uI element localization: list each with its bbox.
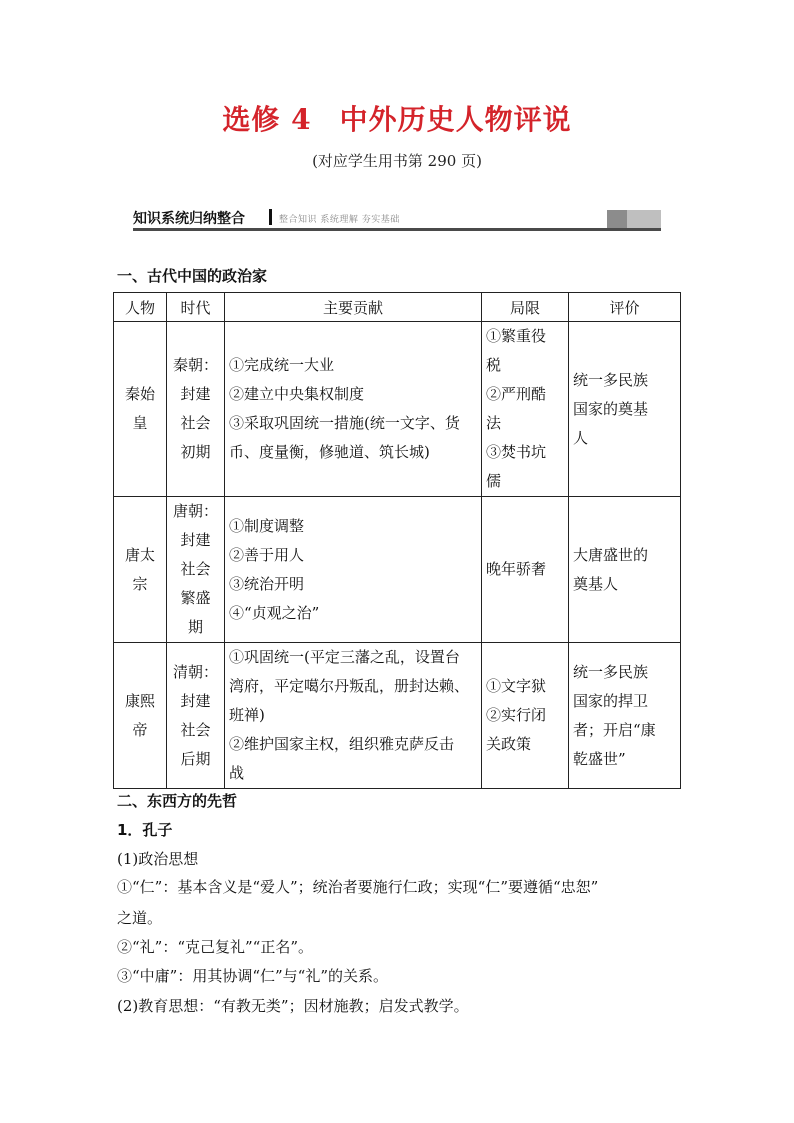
evaluation-line: 者；开启“康 (573, 720, 656, 739)
era-line: 封建 (180, 531, 211, 549)
contribution-line: 战 (229, 764, 245, 782)
limitation-cell (482, 643, 569, 789)
contribution-line: ①完成统一大业 (229, 356, 335, 374)
person-line: 唐太 (124, 545, 155, 564)
person-line: 帝 (132, 720, 148, 739)
era-line: 社会 (180, 560, 211, 578)
limitation-line: ②实行闭 (486, 706, 547, 724)
limitation-line: ②严刑酷 (486, 385, 547, 403)
limitation-line: 晚年骄奢 (486, 560, 547, 578)
contribution-cell (225, 643, 482, 789)
evaluation-line: 人 (573, 428, 589, 447)
contribution-line: ③统治开明 (229, 574, 305, 593)
header-contribution: 主要贡献 (225, 293, 482, 322)
limitation-line: ①文字狱 (486, 677, 547, 695)
banner-block-light (627, 210, 661, 228)
ren-line: 之道。 (117, 909, 163, 927)
title-prefix: 选修 4 (222, 103, 312, 136)
table-row (114, 322, 681, 497)
ren-paragraph (117, 872, 687, 934)
evaluation-line: 国家的捍卫 (573, 691, 649, 710)
contribution-line: 班禅) (229, 706, 265, 724)
section-banner-rule (133, 228, 661, 231)
banner-block-dark (607, 210, 627, 228)
person-line: 皇 (132, 414, 148, 432)
section1-heading: 一、古代中国的政治家 (117, 267, 268, 285)
limitation-cell (482, 497, 569, 643)
table-header-row (114, 293, 681, 322)
contribution-line: ②维护国家主权，组织雅克萨反击 (229, 735, 455, 753)
person-cell (114, 322, 167, 497)
evaluation-line: 乾盛世” (573, 749, 626, 768)
confucius-heading: 1．孔子 (117, 821, 173, 839)
section-banner-divider (269, 209, 272, 225)
limitation-line: 法 (486, 414, 502, 432)
contribution-line: ②建立中央集权制度 (229, 385, 365, 403)
section-banner (133, 208, 661, 230)
evaluation-line: 统一多民族 (573, 662, 649, 681)
section-banner-subtitle: 整合知识 系统理解 夯实基础 (279, 215, 400, 225)
contribution-line: 湾府，平定噶尔丹叛乱，册封达赖、 (229, 677, 470, 695)
contribution-cell (225, 322, 482, 497)
header-limitation: 局限 (482, 293, 569, 322)
era-cell (167, 497, 225, 643)
political-thought-heading: (1)政治思想 (117, 850, 199, 868)
person-line: 康熙 (124, 691, 155, 710)
li-paragraph: ②“礼”：“克己复礼”“正名”。 (117, 938, 314, 956)
era-line: 唐朝： (172, 502, 218, 520)
era-line: 社会 (180, 414, 211, 432)
era-line: 清朝： (172, 662, 218, 681)
era-line: 初期 (180, 443, 211, 461)
header-evaluation: 评价 (569, 293, 681, 322)
evaluation-cell (569, 643, 681, 789)
person-cell (114, 643, 167, 789)
limitation-line: 税 (486, 356, 502, 374)
evaluation-cell (569, 322, 681, 497)
zhongyong-paragraph: ③“中庸”：用其协调“仁”与“礼”的关系。 (117, 967, 389, 985)
title-main: 中外历史人物评说 (339, 103, 572, 136)
evaluation-line: 国家的奠基 (573, 399, 649, 418)
era-line: 繁盛 (180, 589, 211, 607)
limitation-cell (482, 322, 569, 497)
era-line: 期 (187, 618, 203, 636)
ren-line: ①“仁”：基本含义是“爱人”；统治者要施行仁政；实现“仁”要遵循“忠恕” (117, 878, 599, 896)
table-row (114, 643, 681, 789)
table-row (114, 497, 681, 643)
contribution-line: 币、度量衡，修驰道、筑长城) (229, 443, 430, 461)
era-line: 社会 (180, 720, 211, 739)
evaluation-line: 统一多民族 (573, 370, 649, 389)
limitation-line: ③焚书坑 (486, 443, 547, 461)
era-line: 秦朝： (172, 356, 218, 374)
section2-heading: 二、东西方的先哲 (117, 792, 238, 810)
era-line: 后期 (180, 749, 211, 768)
era-line: 封建 (180, 385, 211, 403)
era-cell (167, 322, 225, 497)
limitation-line: ①繁重役 (486, 327, 547, 345)
contribution-line: ①制度调整 (229, 516, 305, 535)
limitation-line: 儒 (486, 472, 502, 490)
header-person: 人物 (114, 293, 167, 322)
person-line: 秦始 (124, 385, 155, 403)
politicians-table (113, 292, 681, 789)
page-subtitle: (对应学生用书第 290 页) (312, 152, 482, 170)
limitation-line: 关政策 (486, 735, 532, 753)
evaluation-line: 大唐盛世的 (573, 545, 649, 564)
person-line: 宗 (132, 574, 148, 593)
section-banner-title: 知识系统归纳整合 (133, 211, 245, 227)
contribution-cell (225, 497, 482, 643)
contribution-line: ②善于用人 (229, 545, 305, 564)
header-era: 时代 (167, 293, 225, 322)
era-cell (167, 643, 225, 789)
education-paragraph: (2)教育思想：“有教无类”；因材施教；启发式教学。 (117, 997, 469, 1015)
contribution-line: ①巩固统一(平定三藩之乱，设置台 (229, 648, 460, 666)
contribution-line: ④“贞观之治” (229, 603, 320, 622)
person-cell (114, 497, 167, 643)
evaluation-cell (569, 497, 681, 643)
era-line: 封建 (180, 691, 211, 710)
page-title (0, 98, 794, 138)
evaluation-line: 奠基人 (573, 574, 619, 593)
contribution-line: ③采取巩固统一措施(统一文字、货 (229, 414, 460, 432)
